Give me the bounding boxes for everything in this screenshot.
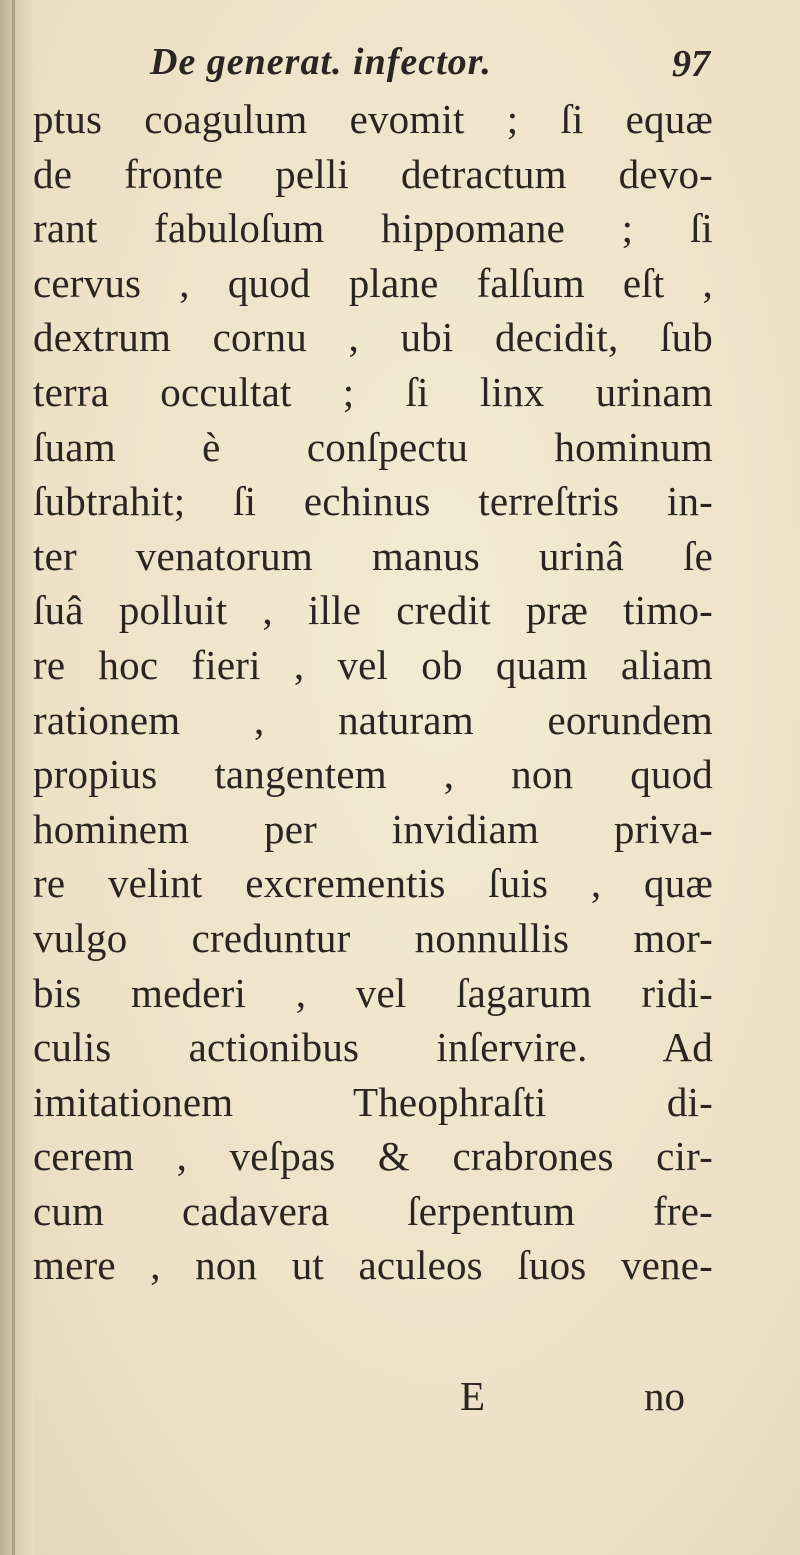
text-line: de fronte pelli detractum devo- bbox=[33, 150, 713, 197]
text-line: terra occultat ; ſi linx urinam bbox=[33, 368, 713, 415]
page-number: 97 bbox=[672, 43, 710, 85]
text-line: rationem , naturam eorundem bbox=[33, 696, 713, 743]
text-line: cervus , quod plane falſum eſt , bbox=[33, 259, 713, 306]
text-line: ter venatorum manus urinâ ſe bbox=[33, 532, 713, 579]
text-line: hominem per invidiam priva- bbox=[33, 805, 713, 852]
text-line: ſubtrahit; ſi echinus terreſtris in- bbox=[33, 478, 713, 525]
text-line: imitationem Theophraſti di- bbox=[33, 1078, 713, 1125]
text-line: re velint excrementis ſuis , quæ bbox=[33, 860, 713, 907]
page-footer bbox=[460, 1372, 685, 1422]
text-line: bis mederi , vel ſagarum ridi- bbox=[33, 969, 713, 1016]
page-header bbox=[150, 40, 710, 100]
text-body bbox=[33, 92, 713, 1293]
text-line: cerem , veſpas & crabrones cir- bbox=[33, 1133, 713, 1180]
catchword: no bbox=[644, 1373, 685, 1419]
text-line: dextrum cornu , ubi decidit, ſub bbox=[33, 314, 713, 361]
text-line: re hoc fieri , vel ob quam aliam bbox=[33, 641, 713, 688]
text-line: rant fabuloſum hippomane ; ſi bbox=[33, 205, 713, 252]
text-line: culis actionibus inſervire. Ad bbox=[33, 1024, 713, 1071]
text-line: propius tangentem , non quod bbox=[33, 751, 713, 798]
running-title: De generat. infector. bbox=[150, 41, 492, 83]
text-line: mere , non ut aculeos ſuos vene- bbox=[33, 1242, 713, 1289]
page-gutter bbox=[0, 0, 34, 1555]
gutter-shadow-line bbox=[12, 0, 15, 1555]
signature-mark: E bbox=[460, 1373, 486, 1419]
text-line: ptus coagulum evomit ; ſi equæ bbox=[33, 96, 713, 142]
text-line: ſuâ polluit , ille credit præ timo- bbox=[33, 587, 713, 634]
text-line: cum cadavera ſerpentum fre- bbox=[33, 1187, 713, 1234]
text-line: vulgo creduntur nonnullis mor- bbox=[33, 914, 713, 961]
text-line: ſuam è conſpectu hominum bbox=[33, 423, 713, 470]
